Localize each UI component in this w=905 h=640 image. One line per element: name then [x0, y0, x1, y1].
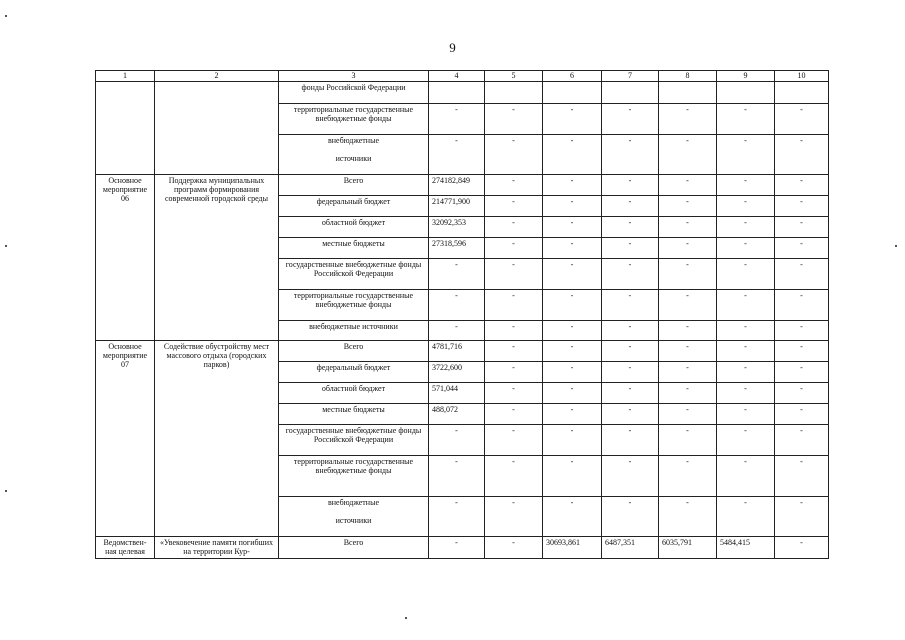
amount-cell: -: [602, 456, 659, 497]
amount-cell: -: [543, 456, 602, 497]
amount-cell: 6035,791: [659, 537, 717, 559]
event-code: Основное мероприятие 07: [96, 341, 155, 537]
amount-cell: -: [429, 104, 485, 135]
amount-cell: -: [775, 259, 829, 290]
scan-mark: [5, 490, 7, 492]
amount-cell: -: [659, 290, 717, 321]
amount-cell: [775, 82, 829, 104]
amount-cell: -: [485, 383, 543, 404]
amount-cell: -: [775, 341, 829, 362]
funding-source: областной бюджет: [279, 383, 429, 404]
amount-cell: -: [485, 404, 543, 425]
amount-cell: -: [659, 104, 717, 135]
amount-cell: -: [717, 425, 775, 456]
amount-cell: -: [659, 456, 717, 497]
funding-source: местные бюджеты: [279, 238, 429, 259]
amount-cell: [717, 82, 775, 104]
event-code: Ведомствен-ная целевая: [96, 537, 155, 559]
amount-cell: -: [429, 537, 485, 559]
amount-cell: -: [717, 404, 775, 425]
amount-cell: -: [659, 362, 717, 383]
funding-source: областной бюджет: [279, 217, 429, 238]
funding-source: Всего: [279, 537, 429, 559]
amount-cell: 6487,351: [602, 537, 659, 559]
amount-cell: -: [717, 196, 775, 217]
amount-cell: -: [429, 456, 485, 497]
budget-table: [95, 70, 829, 559]
table-row: [96, 175, 829, 196]
column-header: 6: [543, 71, 602, 82]
amount-cell: -: [543, 425, 602, 456]
header-row: [96, 71, 829, 82]
amount-cell: -: [602, 104, 659, 135]
amount-cell: -: [602, 290, 659, 321]
amount-cell: -: [543, 259, 602, 290]
amount-cell: -: [659, 196, 717, 217]
amount-cell: -: [602, 238, 659, 259]
amount-cell: -: [602, 383, 659, 404]
amount-cell: -: [659, 383, 717, 404]
amount-cell: -: [543, 341, 602, 362]
amount-cell: -: [775, 135, 829, 175]
amount-cell: 3722,600: [429, 362, 485, 383]
funding-source: внебюджетные источники: [279, 135, 429, 175]
amount-cell: -: [543, 321, 602, 341]
amount-cell: -: [543, 135, 602, 175]
amount-cell: -: [543, 196, 602, 217]
amount-cell: -: [659, 341, 717, 362]
page-number: 9: [449, 40, 456, 55]
scan-mark: [405, 617, 407, 619]
amount-cell: -: [775, 217, 829, 238]
amount-cell: -: [485, 362, 543, 383]
amount-cell: 5484,415: [717, 537, 775, 559]
amount-cell: -: [429, 497, 485, 537]
amount-cell: -: [717, 321, 775, 341]
amount-cell: 214771,900: [429, 196, 485, 217]
amount-cell: -: [717, 238, 775, 259]
amount-cell: -: [659, 404, 717, 425]
amount-cell: -: [429, 321, 485, 341]
amount-cell: -: [485, 290, 543, 321]
amount-cell: -: [543, 497, 602, 537]
amount-cell: -: [775, 537, 829, 559]
table-row: [96, 82, 829, 104]
amount-cell: -: [485, 135, 543, 175]
amount-cell: [543, 82, 602, 104]
amount-cell: [602, 82, 659, 104]
amount-cell: -: [602, 196, 659, 217]
amount-cell: -: [602, 217, 659, 238]
amount-cell: -: [659, 217, 717, 238]
funding-source: внебюджетные источники: [279, 321, 429, 341]
amount-cell: 30693,861: [543, 537, 602, 559]
amount-cell: -: [602, 362, 659, 383]
funding-source: Всего: [279, 175, 429, 196]
funding-source: территориальные государственные внебюджетные фонды: [279, 104, 429, 135]
funding-source: государственные внебюджетные фонды Российской Федерации: [279, 259, 429, 290]
amount-cell: -: [717, 175, 775, 196]
amount-cell: -: [717, 135, 775, 175]
amount-cell: -: [659, 497, 717, 537]
funding-source: внебюджетные источники: [279, 497, 429, 537]
event-code: [96, 82, 155, 175]
amount-cell: -: [659, 135, 717, 175]
amount-cell: -: [485, 321, 543, 341]
column-header: 1: [96, 71, 155, 82]
amount-cell: -: [659, 425, 717, 456]
event-name: Содействие обустройству мест массового отдыха (городских парков): [155, 341, 279, 537]
amount-cell: -: [717, 104, 775, 135]
column-header: 5: [485, 71, 543, 82]
amount-cell: -: [659, 259, 717, 290]
amount-cell: -: [485, 259, 543, 290]
amount-cell: -: [659, 175, 717, 196]
amount-cell: -: [485, 456, 543, 497]
column-header: 7: [602, 71, 659, 82]
table-row: [96, 341, 829, 362]
amount-cell: -: [485, 425, 543, 456]
event-name: Поддержка муниципальных программ формирования современной городской среды: [155, 175, 279, 341]
amount-cell: -: [543, 404, 602, 425]
amount-cell: -: [775, 104, 829, 135]
funding-source: территориальные государственные внебюджетные фонды: [279, 456, 429, 497]
scan-mark: [5, 15, 7, 17]
amount-cell: 32092,353: [429, 217, 485, 238]
amount-cell: -: [775, 383, 829, 404]
amount-cell: 571,044: [429, 383, 485, 404]
amount-cell: -: [543, 383, 602, 404]
event-name: [155, 82, 279, 175]
amount-cell: -: [485, 497, 543, 537]
column-header: 2: [155, 71, 279, 82]
amount-cell: -: [717, 341, 775, 362]
amount-cell: -: [485, 238, 543, 259]
amount-cell: -: [659, 238, 717, 259]
amount-cell: -: [775, 290, 829, 321]
amount-cell: -: [659, 321, 717, 341]
amount-cell: -: [543, 238, 602, 259]
amount-cell: 4781,716: [429, 341, 485, 362]
amount-cell: -: [775, 497, 829, 537]
funding-source: Всего: [279, 341, 429, 362]
amount-cell: [485, 82, 543, 104]
amount-cell: 27318,596: [429, 238, 485, 259]
amount-cell: -: [602, 259, 659, 290]
amount-cell: -: [775, 175, 829, 196]
amount-cell: -: [775, 425, 829, 456]
amount-cell: -: [543, 217, 602, 238]
amount-cell: -: [775, 362, 829, 383]
amount-cell: -: [717, 217, 775, 238]
funding-source: государственные внебюджетные фонды Российской Федерации: [279, 425, 429, 456]
amount-cell: -: [485, 217, 543, 238]
amount-cell: [659, 82, 717, 104]
column-header: 9: [717, 71, 775, 82]
amount-cell: -: [543, 362, 602, 383]
amount-cell: -: [775, 238, 829, 259]
amount-cell: -: [602, 175, 659, 196]
column-header: 3: [279, 71, 429, 82]
column-header: 4: [429, 71, 485, 82]
amount-cell: 274182,849: [429, 175, 485, 196]
amount-cell: -: [485, 104, 543, 135]
amount-cell: -: [602, 321, 659, 341]
amount-cell: -: [717, 362, 775, 383]
amount-cell: -: [602, 425, 659, 456]
table-row: [96, 537, 829, 559]
amount-cell: -: [485, 341, 543, 362]
amount-cell: -: [775, 196, 829, 217]
amount-cell: -: [543, 290, 602, 321]
amount-cell: -: [775, 456, 829, 497]
funding-source: фонды Российской Федерации: [279, 82, 429, 104]
event-name: «Увековечение памяти погибших на территории Кур-: [155, 537, 279, 559]
amount-cell: -: [602, 135, 659, 175]
amount-cell: -: [717, 383, 775, 404]
amount-cell: -: [602, 341, 659, 362]
funding-source: территориальные государственные внебюджетные фонды: [279, 290, 429, 321]
scan-mark: [895, 245, 897, 247]
amount-cell: 488,072: [429, 404, 485, 425]
amount-cell: -: [429, 259, 485, 290]
amount-cell: -: [543, 175, 602, 196]
amount-cell: -: [602, 404, 659, 425]
scan-mark: [5, 245, 7, 247]
amount-cell: -: [717, 497, 775, 537]
amount-cell: -: [485, 175, 543, 196]
amount-cell: -: [429, 425, 485, 456]
amount-cell: -: [485, 196, 543, 217]
column-header: 10: [775, 71, 829, 82]
amount-cell: -: [602, 497, 659, 537]
column-header: 8: [659, 71, 717, 82]
amount-cell: -: [717, 456, 775, 497]
amount-cell: -: [429, 290, 485, 321]
amount-cell: [429, 82, 485, 104]
amount-cell: -: [775, 321, 829, 341]
amount-cell: -: [485, 537, 543, 559]
funding-source: федеральный бюджет: [279, 362, 429, 383]
event-code: Основное мероприятие 06: [96, 175, 155, 341]
amount-cell: -: [717, 259, 775, 290]
amount-cell: -: [775, 404, 829, 425]
funding-source: местные бюджеты: [279, 404, 429, 425]
amount-cell: -: [429, 135, 485, 175]
funding-source: федеральный бюджет: [279, 196, 429, 217]
amount-cell: -: [543, 104, 602, 135]
amount-cell: -: [717, 290, 775, 321]
